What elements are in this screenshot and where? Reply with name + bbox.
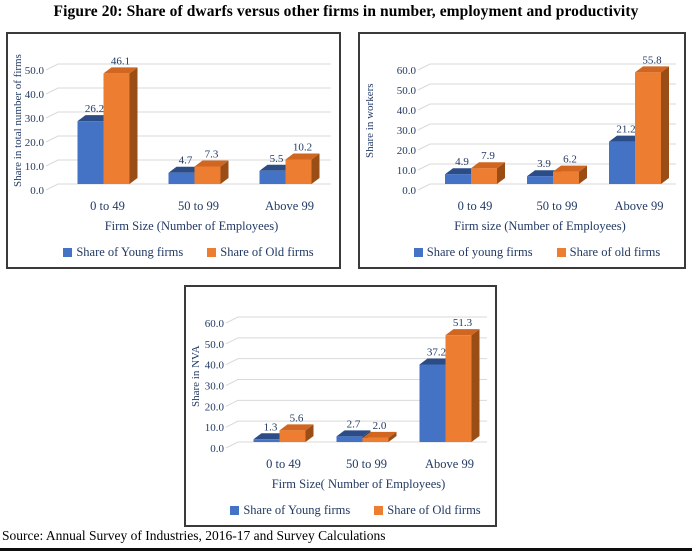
svg-text:5.6: 5.6 <box>289 412 304 425</box>
svg-text:7.3: 7.3 <box>204 148 219 161</box>
svg-text:50 to 99: 50 to 99 <box>346 457 387 471</box>
legend-item-young <box>414 245 533 260</box>
legend-item-old <box>207 245 313 260</box>
svg-text:4.9: 4.9 <box>455 156 469 169</box>
svg-text:10.0: 10.0 <box>396 165 416 177</box>
young-firms-swatch-icon <box>230 506 239 515</box>
svg-text:10.0: 10.0 <box>24 161 44 173</box>
svg-text:20.0: 20.0 <box>24 137 44 149</box>
svg-text:6.2: 6.2 <box>563 153 577 166</box>
svg-text:60.0: 60.0 <box>396 65 416 77</box>
svg-text:26.2: 26.2 <box>84 103 105 116</box>
svg-text:20.0: 20.0 <box>396 145 416 157</box>
svg-text:40.0: 40.0 <box>204 359 224 372</box>
y-axis-label: Share in total number of firms <box>12 54 24 187</box>
legend-label: Share of Old firms <box>387 503 481 517</box>
figure-title: Figure 20: Share of dwarfs versus other firms in number, employment and productivity <box>53 3 639 20</box>
svg-text:7.9: 7.9 <box>481 150 495 163</box>
svg-text:60.0: 60.0 <box>204 318 224 330</box>
svg-text:Above 99: Above 99 <box>265 199 314 213</box>
svg-text:0 to 49: 0 to 49 <box>457 199 493 213</box>
legend-item-young <box>63 245 183 260</box>
chart-share-in-number-of-firms <box>6 32 341 269</box>
old-firms-swatch-icon <box>207 248 216 257</box>
source-note: Source: Annual Survey of Industries, 2016-17 and Survey Calculations <box>0 528 692 551</box>
svg-text:0.0: 0.0 <box>30 185 44 197</box>
x-axis-label: Firm Size( Number of Employees) <box>271 477 446 491</box>
svg-text:55.8: 55.8 <box>642 54 662 67</box>
svg-text:0 to 49: 0 to 49 <box>90 199 125 213</box>
legend-item-old <box>374 503 480 518</box>
legend-label: Share of young firms <box>426 245 533 259</box>
svg-text:0.0: 0.0 <box>210 443 224 455</box>
old-firms-swatch-icon <box>557 248 566 257</box>
svg-text:30.0: 30.0 <box>24 113 44 125</box>
svg-text:50 to 99: 50 to 99 <box>178 199 219 213</box>
legend-label: Share of Young firms <box>243 503 351 517</box>
svg-text:40.0: 40.0 <box>396 105 416 117</box>
svg-text:2.0: 2.0 <box>372 419 387 432</box>
svg-text:10.2: 10.2 <box>292 141 313 154</box>
old-firms-swatch-icon <box>374 506 383 515</box>
svg-text:2.7: 2.7 <box>346 418 361 431</box>
svg-text:Above 99: Above 99 <box>614 199 664 213</box>
svg-text:1.3: 1.3 <box>263 421 278 434</box>
svg-text:50.0: 50.0 <box>24 65 44 77</box>
svg-text:20.0: 20.0 <box>204 401 224 414</box>
svg-text:0 to 49: 0 to 49 <box>266 457 301 471</box>
legend <box>222 503 489 518</box>
young-firms-swatch-icon <box>63 248 72 257</box>
y-axis-label: Share in NVA <box>190 345 202 407</box>
svg-text:46.1: 46.1 <box>110 55 131 68</box>
x-axis-label: Firm Size (Number of Employees) <box>104 219 279 233</box>
legend-label: Share of Young firms <box>76 245 184 259</box>
svg-text:30.0: 30.0 <box>396 125 416 137</box>
legend-item-old <box>557 245 661 260</box>
chart-share-in-nva <box>184 285 497 527</box>
young-firms-swatch-icon <box>414 248 423 257</box>
legend-item-young <box>230 503 350 518</box>
svg-text:10.0: 10.0 <box>204 422 224 435</box>
svg-text:21.2: 21.2 <box>616 123 636 136</box>
svg-text:50.0: 50.0 <box>396 85 416 97</box>
legend-label: Share of Old firms <box>220 245 314 259</box>
svg-text:50 to 99: 50 to 99 <box>536 199 578 213</box>
svg-text:4.7: 4.7 <box>178 154 193 167</box>
svg-text:Above 99: Above 99 <box>425 457 474 471</box>
svg-text:0.0: 0.0 <box>402 185 416 197</box>
legend <box>396 245 678 260</box>
svg-text:37.2: 37.2 <box>426 346 447 359</box>
svg-text:3.9: 3.9 <box>537 158 551 171</box>
y-axis-label: Share in workers <box>364 83 376 158</box>
x-axis-label: Firm size (Number of Employees) <box>454 219 626 233</box>
svg-text:30.0: 30.0 <box>204 380 224 393</box>
legend-label: Share of old firms <box>569 245 661 259</box>
svg-text:50.0: 50.0 <box>204 338 224 351</box>
chart-share-in-workers <box>358 32 686 269</box>
svg-text:5.5: 5.5 <box>269 152 284 165</box>
legend <box>44 245 333 260</box>
svg-text:51.3: 51.3 <box>452 317 473 330</box>
svg-text:40.0: 40.0 <box>24 89 44 101</box>
